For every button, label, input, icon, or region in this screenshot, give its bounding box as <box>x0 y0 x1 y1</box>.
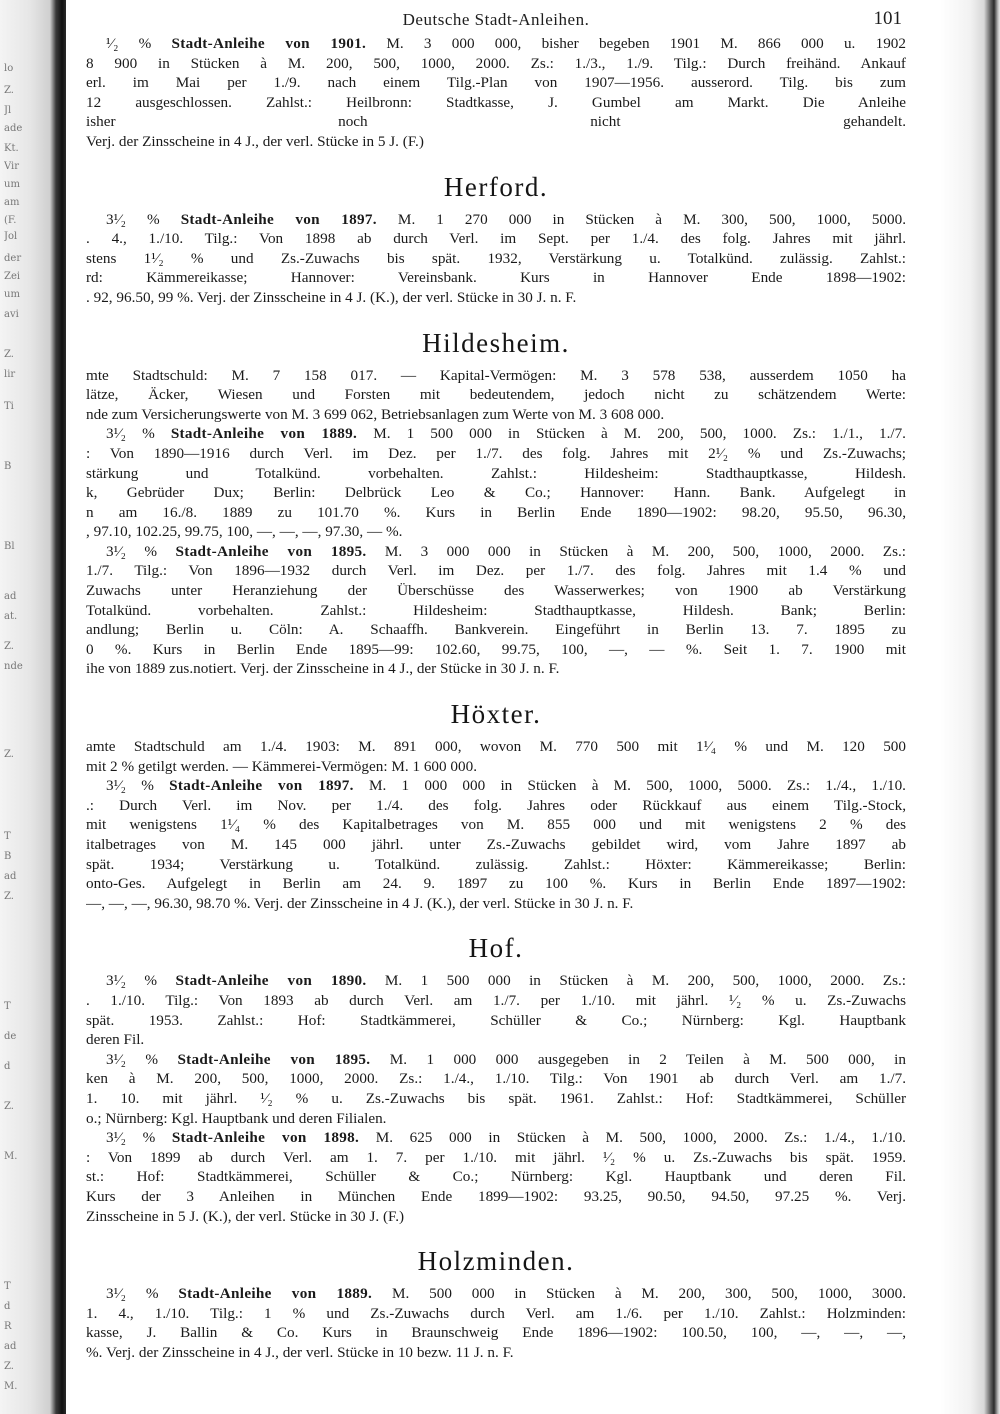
text-line <box>86 249 906 269</box>
text-line <box>86 1187 906 1207</box>
line-text: kasse, J. Ballin & Co. Kurs in Braunschweig Ende 1896—1902: 100.50, 100, —, —, —, <box>86 1324 906 1342</box>
text-line <box>86 874 906 894</box>
margin-fragment: Z. <box>4 641 14 652</box>
line-text: M. 3 000 000 in Stücken à M. 200, 500, 1000, 2000. Zs.: <box>366 542 906 560</box>
text-line <box>86 34 906 54</box>
margin-fragment: T <box>4 1281 11 1292</box>
line-text: M. 500 000 in Stücken à M. 200, 300, 500, 1000, 3000. <box>372 1285 906 1303</box>
text-line <box>86 542 906 562</box>
city-section <box>86 34 906 166</box>
line-text: M. 1 000 000 in Stücken à M. 500, 1000, 5000. Zs.: 1./4., 1./10. <box>353 777 906 795</box>
line-text: stens 1¹⁄₂ % und Zs.-Zuwachs bis spät. 1932, Verstärkung u. Totalkünd. zulässig. Zahlst.: <box>86 249 906 267</box>
text-line <box>86 1089 906 1109</box>
line-text: mte Stadtschuld: M. 7 158 017. — Kapital-Vermögen: M. 3 578 538, ausserdem 1050 ha <box>86 366 906 384</box>
page-edge-shadow <box>940 0 1000 1414</box>
text-line <box>86 268 906 288</box>
section-text <box>86 210 906 308</box>
text-line <box>86 835 906 855</box>
margin-fragment: Z. <box>4 1101 14 1112</box>
margin-fragment: B <box>4 851 12 862</box>
line-text: M. 1 270 000 in Stücken à M. 300, 500, 1000, 5000. <box>376 210 906 228</box>
text-line <box>86 581 906 601</box>
text-line <box>86 855 906 875</box>
line-text: M. 1 500 000 in Stücken à M. 200, 500, 1000, 2000. Zs.: <box>366 972 906 990</box>
interest-rate: 3¹⁄₂ % <box>106 972 176 990</box>
margin-fragment: T <box>4 831 11 842</box>
text-line <box>86 1011 906 1031</box>
city-heading: Hildesheim. <box>422 327 570 358</box>
line-text: rd: Kämmereikasse; Hannover: Vereinsbank. Kurs in Hannover Ende 1898—1902: <box>86 269 906 287</box>
line-text: 1. 4., 1./10. Tilg.: 1 % und Zs.-Zuwachs durch Verl. am 1./6. per 1./10. Zahlst.: Holzminden: <box>86 1304 906 1322</box>
text-line <box>86 1167 906 1187</box>
margin-fragment: M. <box>4 1381 18 1392</box>
margin-fragment: T <box>4 1001 11 1012</box>
margin-fragment: R <box>4 1321 12 1332</box>
interest-rate: 3¹⁄₂ % <box>106 425 171 443</box>
margin-fragment: d <box>4 1301 11 1312</box>
margin-fragment: Vir <box>4 161 20 172</box>
previous-page-margin <box>0 0 66 1414</box>
line-text: ihe von 1889 zus.notiert. Verj. der Zinsscheine in 4 J., der Stücke in 30 J. n. F. <box>86 660 560 678</box>
text-line <box>86 1343 906 1363</box>
text-line <box>86 620 906 640</box>
line-text: .: Durch Verl. im Nov. per 1./4. des folg. Jahres oder Rückkauf aus einem Tilg.-Stock, <box>86 796 906 814</box>
text-line <box>86 737 906 757</box>
margin-fragment: lo <box>4 63 14 74</box>
text-line <box>86 1148 906 1168</box>
section-text <box>86 971 906 1226</box>
line-text: onto-Ges. Aufgelegt in Berlin am 24. 9. 1897 zu 100 %. Kurs in Berlin Ende 1897—1902: <box>86 875 906 893</box>
line-text: 1./7. Tilg.: Von 1896—1932 durch Verl. im Dez. per 1./7. des folg. Jahres mit 1.4 % und <box>86 562 906 580</box>
line-text: . 1./10. Tilg.: Von 1893 ab durch Verl. am 1./7. per 1./10. mit jährl. ¹⁄₂ % u. Zs.-Zuwachs <box>86 991 906 1009</box>
line-text: nde zum Versicherungswerte von M. 3 699 062, Betriebsanlagen zum Werte von M. 3 608 000. <box>86 405 665 423</box>
margin-fragment: Z. <box>4 85 14 96</box>
section-text <box>86 34 906 152</box>
page-number: 101 <box>873 8 902 29</box>
line-text: M. 1 000 000 ausgegeben in 2 Teilen à M. 500 000, in <box>370 1050 906 1068</box>
text-line <box>86 210 906 230</box>
text-line <box>86 503 906 523</box>
city-heading: Höxter. <box>450 699 542 730</box>
line-text: , 97.10, 102.25, 99.75, 100, —, —, —, 97.30, — %. <box>86 523 403 541</box>
text-line <box>86 522 906 542</box>
margin-fragment: um <box>4 179 20 190</box>
page-body <box>86 34 906 1376</box>
page-header <box>86 4 906 34</box>
margin-fragment: Z. <box>4 891 14 902</box>
text-line <box>86 1109 906 1129</box>
text-line <box>86 991 906 1011</box>
line-text: n am 16./8. 1889 zu 101.70 %. Kurs in Berlin Ende 1890—1902: 98.20, 95.50, 96.30, <box>86 503 906 521</box>
line-text: erl. im Mai per 1./9. nach einem Tilg.-Plan von 1907—1956. ausserord. Tilg. bis zum <box>86 74 906 92</box>
text-line <box>86 93 906 113</box>
margin-fragment: Z. <box>4 1361 14 1372</box>
text-line <box>86 444 906 464</box>
loan-title: Stadt-Anleihe von 1897. <box>169 777 354 795</box>
line-text: Totalkünd. vorbehalten. Zahlst.: Hildesheim: Stadthauptkasse, Hildesh. Bank; Berlin: <box>86 601 906 619</box>
line-text: Zinsscheine in 5 J. (K.), der verl. Stücke in 30 J. (F.) <box>86 1207 405 1225</box>
margin-fragment: der <box>4 253 22 264</box>
line-text: 8 900 in Stücken à M. 200, 500, 1000, 2000. Zs.: 1./3., 1./9. Tilg.: Durch freihänd. Ankauf <box>86 54 906 72</box>
line-text: andlung; Berlin u. Cöln: A. Schaaffh. Bankverein. Eingeführt in Berlin 13. 7. 1895 zu <box>86 621 906 639</box>
line-text: M. 3 000 000, bisher begeben 1901 M. 866 000 u. 1902 <box>366 35 906 52</box>
margin-fragment: ad <box>4 871 17 882</box>
text-line <box>86 971 906 991</box>
margin-fragment: ade <box>4 123 23 134</box>
line-text: o.; Nürnberg: Kgl. Hauptbank und deren Filialen. <box>86 1109 387 1127</box>
line-text: lätze, Äcker, Wiesen und Forsten mit bedeutendem, jedoch nicht zu schätzendem Werte: <box>86 386 906 404</box>
margin-fragment: B <box>4 461 12 472</box>
text-line <box>86 1284 906 1304</box>
line-text: —, —, —, 96.30, 98.70 %. Verj. der Zinsscheine in 4 J. (K.), der verl. Stücke in 30 J. n. F. <box>86 894 634 912</box>
margin-fragment: at. <box>4 611 18 622</box>
margin-fragment: Zei <box>4 271 21 282</box>
margin-fragment: (F. <box>4 215 17 226</box>
margin-fragment: ad <box>4 591 17 602</box>
line-text: . 92, 96.50, 99 %. Verj. der Zinsscheine in 4 J. (K.), der verl. Stücke in 30 J. n. F. <box>86 288 577 306</box>
line-text: 0 %. Kurs in Berlin Ende 1895—99: 102.60, 99.75, 100, —, — %. Seit 1. 7. 1900 mit <box>86 640 906 658</box>
interest-rate: 3¹⁄₂ % <box>106 1285 179 1303</box>
loan-title: Stadt-Anleihe von 1895. <box>177 1050 371 1068</box>
text-line <box>86 894 906 914</box>
text-line <box>86 1030 906 1050</box>
text-line <box>86 366 906 386</box>
city-heading: Holzminden. <box>417 1246 575 1277</box>
city-section <box>86 326 906 694</box>
text-line <box>86 288 906 308</box>
text-line <box>86 601 906 621</box>
line-text: amte Stadtschuld am 1./4. 1903: M. 891 000, wovon M. 770 500 mit 1¹⁄₄ % und M. 120 500 <box>86 738 906 756</box>
text-line <box>86 1069 906 1089</box>
text-line <box>86 561 906 581</box>
document-page <box>86 4 906 1376</box>
margin-fragment: Jl <box>4 105 12 116</box>
line-text: M. 625 000 in Stücken à M. 500, 1000, 2000. Zs.: 1./4., 1./10. <box>359 1129 906 1147</box>
section-text <box>86 1284 906 1362</box>
interest-rate: 3¹⁄₂ % <box>106 542 176 560</box>
text-line <box>86 54 906 74</box>
city-section <box>86 697 906 927</box>
loan-title: Stadt-Anleihe von 1895. <box>175 542 367 560</box>
line-text: mit 2 % getilgt werden. — Kämmerei-Vermögen: M. 1 600 000. <box>86 757 477 775</box>
interest-rate: 3¹⁄₂ % <box>106 210 181 228</box>
loan-title: Stadt-Anleihe von 1890. <box>175 972 367 990</box>
text-line <box>86 659 906 679</box>
interest-rate: ¹⁄₂ % <box>106 35 172 52</box>
loan-title: Stadt-Anleihe von 1898. <box>171 1129 360 1147</box>
line-text: 12 ausgeschlossen. Zahlst.: Heilbronn: Stadtkasse, J. Gumbel am Markt. Die Anleihe <box>86 93 906 111</box>
text-line <box>86 112 906 132</box>
margin-fragment: um <box>4 289 20 300</box>
text-line <box>86 1050 906 1070</box>
line-text: stärkung und Totalkünd. vorbehalten. Zahlst.: Hildesheim: Stadthauptkasse, Hildesh. <box>86 464 906 482</box>
text-line <box>86 229 906 249</box>
text-line <box>86 483 906 503</box>
text-line <box>86 640 906 660</box>
loan-title: Stadt-Anleihe von 1889. <box>178 1285 373 1303</box>
text-line <box>86 73 906 93</box>
loan-title: Stadt-Anleihe von 1901. <box>171 35 367 52</box>
line-text: spät. 1934; Verstärkung u. Totalkünd. zulässig. Zahlst.: Höxter: Kämmereikasse; Berlin: <box>86 855 906 873</box>
line-text: : Von 1899 ab durch Verl. am 1. 7. per 1./10. mit jährl. ¹⁄₂ % u. Zs.-Zuwachs bis spät. 1959. <box>86 1148 906 1166</box>
text-line <box>86 1128 906 1148</box>
line-text: deren Fil. <box>86 1031 145 1049</box>
text-line <box>86 776 906 796</box>
interest-rate: 3¹⁄₂ % <box>106 777 170 795</box>
line-text: . 4., 1./10. Tilg.: Von 1898 ab durch Verl. im Sept. per 1./4. des folg. Jahres mit jährl. <box>86 230 906 248</box>
interest-rate: 3¹⁄₂ % <box>106 1129 172 1147</box>
line-text: mit wenigstens 1¹⁄₄ % des Kapitalbetrages von M. 855 000 und mit wenigstens 2 % des <box>86 816 906 834</box>
section-text <box>86 366 906 680</box>
city-section <box>86 170 906 322</box>
text-line <box>86 796 906 816</box>
margin-fragment: nde <box>4 661 23 672</box>
line-text: st.: Hof: Stadtkämmerei, Schüller & Co.; Nürnberg: Kgl. Hauptbank und deren Fil. <box>86 1168 906 1186</box>
margin-fragment: lir <box>4 369 16 380</box>
text-line <box>86 464 906 484</box>
line-text: %. Verj. der Zinsscheine in 4 J., der verl. Stücke in 10 bezw. 11 J. n. F. <box>86 1343 514 1361</box>
text-line <box>86 405 906 425</box>
city-heading: Herford. <box>443 171 549 202</box>
margin-fragment: Ti <box>4 401 14 412</box>
text-line <box>86 132 906 152</box>
line-text: k, Gebrüder Dux; Berlin: Delbrück Leo & Co.; Hannover: Hann. Bank. Aufgelegt in <box>86 484 906 502</box>
text-line <box>86 757 906 777</box>
margin-fragment: Kt. <box>4 143 19 154</box>
margin-fragment: Z. <box>4 749 14 760</box>
city-heading: Hof. <box>468 933 524 964</box>
line-text: 1. 10. mit jährl. ¹⁄₂ % u. Zs.-Zuwachs bis spät. 1961. Zahlst.: Hof: Stadtkämmerei, Schüller <box>86 1089 906 1107</box>
line-text: Kurs der 3 Anleihen in München Ende 1899—1902: 93.25, 90.50, 94.50, 97.25 %. Verj. <box>86 1187 906 1205</box>
margin-fragment: avi <box>4 309 19 320</box>
text-line <box>86 1207 906 1227</box>
margin-fragment: M. <box>4 1151 18 1162</box>
margin-fragment: Z. <box>4 349 14 360</box>
text-line <box>86 1323 906 1343</box>
running-title: Deutsche Stadt-Anleihen. <box>402 10 590 29</box>
line-text: isher noch nicht gehandelt. <box>86 113 906 131</box>
margin-fragment: Jol <box>4 231 18 242</box>
text-line <box>86 1304 906 1324</box>
line-text: ken à M. 200, 500, 1000, 2000. Zs.: 1./4., 1./10. Tilg.: Von 1901 ab durch Verl. am 1./7. <box>86 1070 906 1088</box>
margin-fragment: ad <box>4 1341 17 1352</box>
line-text: M. 1 500 000 in Stücken à M. 200, 500, 1000. Zs.: 1./1., 1./7. <box>357 425 906 443</box>
margin-fragment: d <box>4 1061 11 1072</box>
line-text: italbetrages von M. 145 000 jährl. unter Zs.-Zuwachs gebildet wird, vom Jahre 1897 ab <box>86 836 906 853</box>
section-text <box>86 737 906 913</box>
text-line <box>86 815 906 835</box>
line-text: spät. 1953. Zahlst.: Hof: Stadtkämmerei, Schüller & Co.; Nürnberg: Kgl. Hauptbank <box>86 1011 906 1029</box>
margin-fragment: de <box>4 1031 17 1042</box>
city-section <box>86 931 906 1240</box>
city-section <box>86 1244 906 1376</box>
line-text: Zuwachs unter Heranziehung der Überschüsse des Wasserwerkes; von 1900 ab Verstärkung <box>86 582 906 600</box>
margin-fragment: am <box>4 197 20 208</box>
loan-title: Stadt-Anleihe von 1897. <box>180 210 377 228</box>
line-text: : Von 1890—1916 durch Verl. im Dez. per 1./7. des folg. Jahres mit 2¹⁄₂ % und Zs.-Zuwachs; <box>86 444 906 462</box>
line-text: Verj. der Zinsscheine in 4 J., der verl. Stücke in 5 J. (F.) <box>86 132 424 150</box>
text-line <box>86 385 906 405</box>
margin-fragment: Bl <box>4 541 15 552</box>
loan-title: Stadt-Anleihe von 1889. <box>170 425 358 443</box>
interest-rate: 3¹⁄₂ % <box>106 1050 178 1068</box>
text-line <box>86 424 906 444</box>
